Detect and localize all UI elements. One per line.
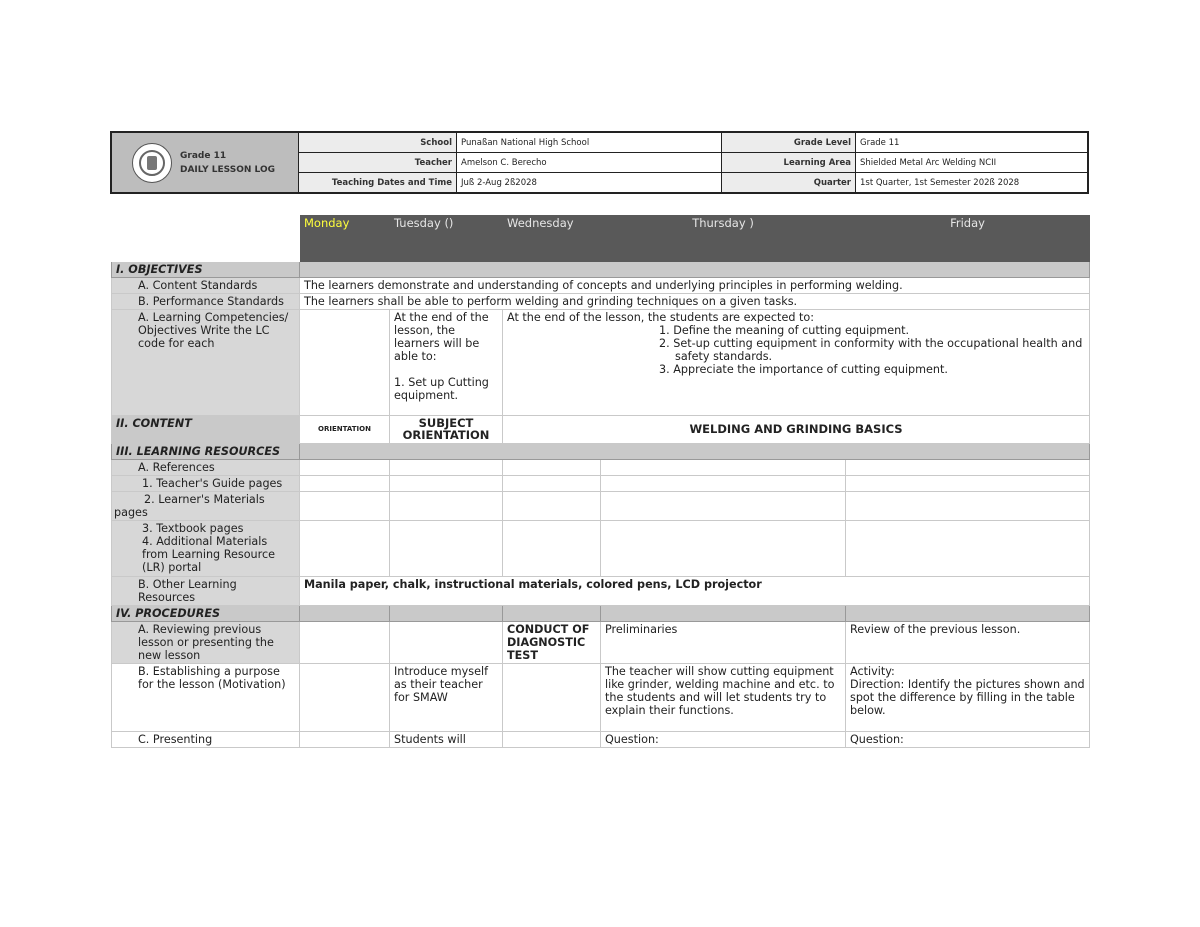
purpose-friday [846,664,1090,732]
section-procedures [112,606,1090,622]
table-row [112,732,1090,748]
day-thursday: Thursday ) [601,216,846,262]
content-standards-text: The learners demonstrate and understanding of concepts and underlying principles in performing welding. [300,278,1090,294]
purpose-thursday: The teacher will show cutting equipment like grinder, welding machine and etc. to the students and will let students try to explain their functions. [601,664,846,732]
table-row [112,492,1090,521]
grade-level-label: Grade Level [722,133,855,153]
objectives-lead: At the end of the lesson, the students are expected to: [507,311,814,324]
content-rest: WELDING AND GRINDING BASICS [503,416,1090,444]
header-log-title: DAILY LESSON LOG [180,164,275,175]
table-row [112,622,1090,664]
quarter-value: 1st Quarter, 1st Semester 202ß 2028 [860,177,1020,188]
other-resources-text: Manila paper, chalk, instructional materials, colored pens, LCD projector [300,577,1090,606]
header-values-right [856,133,1087,192]
day-monday: Monday [300,216,390,262]
objectives-cell [503,310,1090,416]
section-title: II. CONTENT [112,416,300,444]
header-grade-cell [112,133,299,192]
grade-level-value: Grade 11 [856,133,1087,153]
table-row [112,310,1090,416]
section-objectives [112,262,1090,278]
quarter-label: Quarter [813,177,851,188]
performance-standards-text: The learners shall be able to perform welding and grinding techniques on a given tasks. [300,294,1090,310]
presenting-label: C. Presenting [112,732,300,748]
competencies-label: A. Learning Competencies/ Objectives Write the LC code for each [112,310,300,416]
review-friday: Review of the previous lesson. [846,622,1090,664]
section-content [112,416,1090,444]
textbook-label: 3. Textbook pages [142,522,244,535]
section-title: IV. PROCEDURES [112,606,300,622]
review-wednesday: CONDUCT OF DIAGNOSTIC TEST [503,622,601,664]
list-item: 2. Set-up cutting equipment in conformity with the occupational health and safety standards. [659,337,1083,363]
table-row [112,294,1090,310]
table-row [112,476,1090,492]
learners-materials-label: 2. Learner's Materials pages [112,492,300,521]
learning-area-label: Learning Area [722,153,855,173]
teachers-guide-label: 1. Teacher's Guide pages [112,476,300,492]
teacher-value: Amelson C. Berecho [457,153,721,173]
table-row [112,521,1090,577]
lesson-log-table [111,215,1090,748]
table-row [112,577,1090,606]
content-monday: ORIENTATION [300,416,390,444]
header-values-left [457,133,722,192]
review-thursday: Preliminaries [601,622,846,664]
day-friday: Friday [846,216,1090,262]
learning-area-value: Shielded Metal Arc Welding NCII [856,153,1087,173]
tuesday-objectives-item: 1. Set up Cutting equipment. [394,376,489,402]
header-grade: Grade 11 [180,150,227,161]
objectives-list [507,324,1085,376]
header-labels-left [299,133,457,192]
purpose-friday-activity: Activity: [850,665,895,678]
tuesday-objectives-lead: At the end of the lesson, the learners will be able to: [394,311,489,363]
school-label: School [299,133,456,153]
teacher-label: Teacher [299,153,456,173]
additional-materials-label: 4. Additional Materials from Learning Resource (LR) portal [142,535,276,574]
day-tuesday: Tuesday () [390,216,503,262]
purpose-friday-direction: Direction: Identify the pictures shown and spot the difference by filling in the table below. [850,678,1085,717]
dates-value: Juß 2-Aug 2ß2028 [461,177,537,188]
header-table [110,131,1089,194]
purpose-tuesday: Introduce myself as their teacher for SMAW [390,664,503,732]
header-labels-right [722,133,856,192]
table-row [112,664,1090,732]
purpose-label: B. Establishing a purpose for the lesson (Motivation) [112,664,300,732]
section-title: III. LEARNING RESOURCES [112,444,300,460]
presenting-thursday: Question: [601,732,846,748]
presenting-friday: Question: [846,732,1090,748]
review-label: A. Reviewing previous lesson or presenting the new lesson [112,622,300,664]
table-row [112,278,1090,294]
school-value: Punaßan National High School [457,133,721,153]
list-item: 3. Appreciate the importance of cutting equipment. [659,363,948,376]
performance-standards-label: B. Performance Standards [112,294,300,310]
day-wednesday: Wednesday [503,216,601,262]
dates-label: Teaching Dates and Time [331,177,452,188]
list-item: 1. Define the meaning of cutting equipment. [659,324,910,337]
content-tuesday: SUBJECT ORIENTATION [390,416,503,444]
tuesday-objectives [390,310,503,416]
section-resources [112,444,1090,460]
content-standards-label: A. Content Standards [112,278,300,294]
presenting-tuesday: Students will [390,732,503,748]
day-header-row [112,216,1090,262]
section-title: I. OBJECTIVES [112,262,300,278]
table-row [112,460,1090,476]
other-resources-label: B. Other Learning Resources [112,577,300,606]
references-label: A. References [112,460,300,476]
deped-seal-icon [132,143,172,183]
